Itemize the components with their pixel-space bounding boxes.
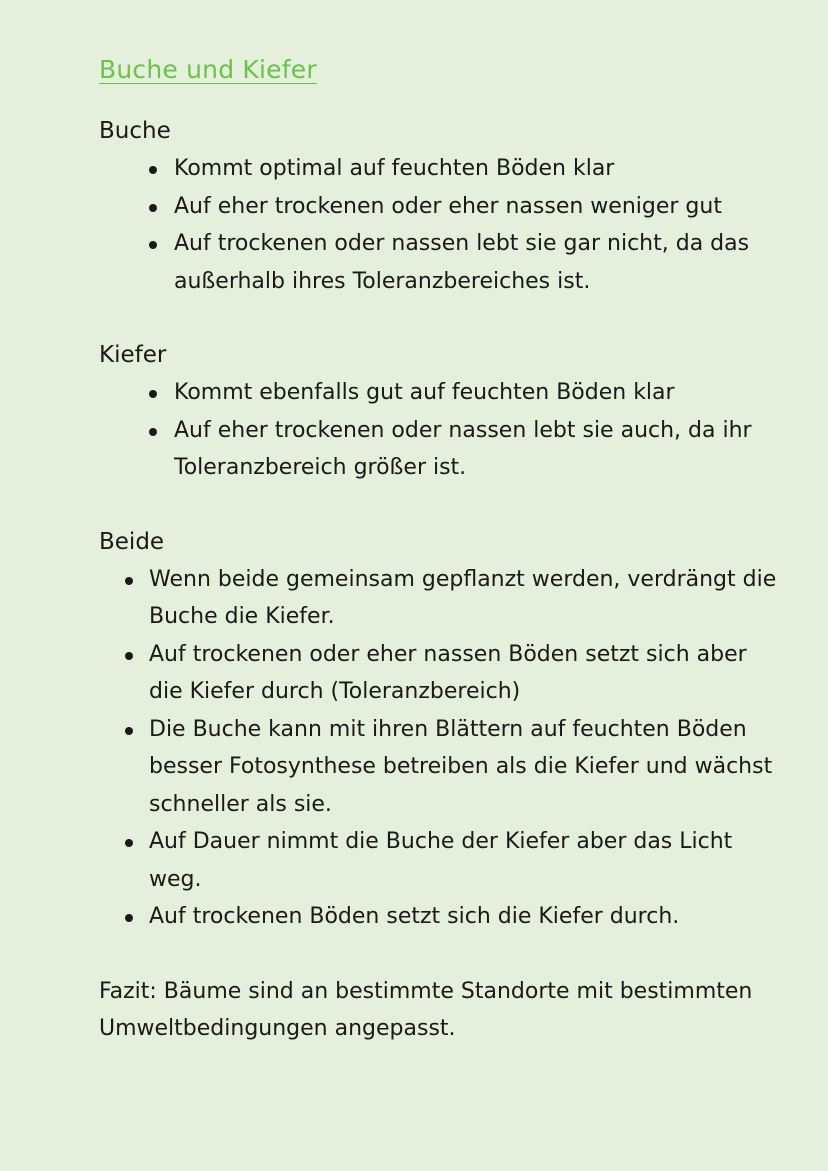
section-label-buche: Buche — [99, 118, 171, 144]
list-item: Wenn beide gemeinsam gepflanzt werden, verdrängt die Buche die Kiefer. — [99, 561, 779, 636]
list-item: Auf trockenen Böden setzt sich die Kiefer durch. — [99, 898, 779, 936]
list-buche — [99, 150, 779, 300]
section-label-kiefer: Kiefer — [99, 342, 167, 368]
document-page — [99, 50, 779, 1070]
list-item: Auf eher trockenen oder nassen lebt sie auch, da ihr Toleranzbereich größer ist. — [99, 412, 779, 487]
list-item: Auf eher trockenen oder eher nassen weniger gut — [99, 188, 779, 226]
list-item: Kommt optimal auf feuchten Böden klar — [99, 150, 779, 188]
section-buche — [99, 112, 779, 300]
list-item: Die Buche kann mit ihren Blättern auf feuchten Böden besser Fotosynthese betreiben als die Kiefer und wächst schneller als sie. — [99, 711, 779, 824]
section-label-beide: Beide — [99, 528, 165, 555]
list-item: Auf trockenen oder nassen lebt sie gar nicht, da das außerhalb ihres Toleranzbereiches ist. — [99, 225, 779, 300]
page-title: Buche und Kiefer — [99, 55, 317, 84]
section-kiefer — [99, 336, 779, 487]
conclusion-text: Fazit: Bäume sind an bestimmte Standorte mit bestimmten Umweltbedingungen angepasst. — [99, 978, 753, 1041]
list-item: Auf Dauer nimmt die Buche der Kiefer aber das Licht weg. — [99, 823, 779, 898]
list-beide — [99, 561, 779, 936]
list-kiefer — [99, 374, 779, 487]
list-item: Kommt ebenfalls gut auf feuchten Böden klar — [99, 374, 779, 412]
section-beide — [99, 523, 779, 936]
list-item: Auf trockenen oder eher nassen Böden setzt sich aber die Kiefer durch (Toleranzbereich) — [99, 636, 779, 711]
